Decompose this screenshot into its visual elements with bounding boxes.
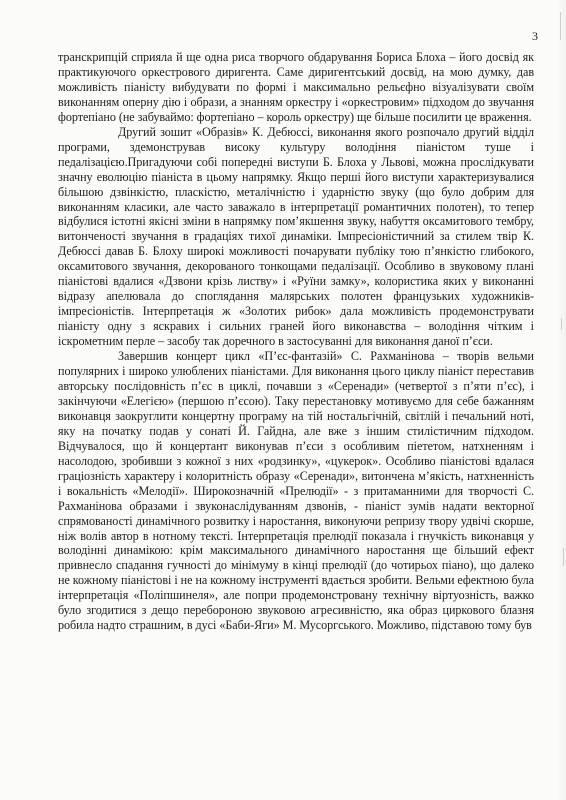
scan-mark-middle [561, 318, 562, 330]
paragraph-3: Завершив концерт цикл «П’єс-фантазій» С. Рахманінова – творів вельми популярних і широко улюблених піаністами. Для виконання цього циклу піаніст переставив авторську послідовність п’єс в циклі, почавши з «Серенади» (четвертої з п’яти п’єс), і закінчуючи «Елегією» (першою п’єсою). Таку перестановку мотивуємо для себе бажанням виконавця заокруглити концертну програму на тій ностальгічній, світлій і печальний ноті, яку на початку подав у сонаті Й. Гайдна, але вже з іншим стилістичним підходом. Відчувалося, що й концертант виконував п’єси з особливим піететом, натхненням і насолодою, зробивши з кожної з них «родзинку», «цукерок». Особливо піаністові вдалася граціозність характеру і колоритність образу «Серенади», витончена м’якість, натхненність і вокальність «Мелодії». Широкозначній «Прелюдії» - з притаманними для творчості С. Рахманінова образами і звуконаслідуванням дзвонів, - піаніст зумів надати векторної спрямованості динамічного розвитку і наростання, виконуючи репризу твору удвічі скорше, ніж волів автор в нотному тексті. Інтерпретація прелюдії показала і гнучкість виконавця у володінні динамікою: крім максимального динамічного наростання ще більший ефект привнесло спадання гучності до мінімуму в кінці прелюдії (до чотирьох піано), що далеко не кожному піаністові і не на кожному інструменті вдається зробити. Вельми ефектною була інтерпретація «Поліпшинеля», але попри продемонстровану технічну віртуозність, важко було згодитися з дещо перебороною звуковою агресивністю, яка образ циркового блазня робила надто страшним, в дусі «Баби-Яги» М. Мусоргського. Можливо, підставою тому був [58, 349, 534, 633]
scan-mark-bottom [563, 548, 564, 566]
scan-mark-top [560, 12, 561, 40]
paragraph-1: транскрипцій сприяла й ще одна риса творчого обдарування Бориса Блоха – його досвід як практикуючого оркестрового диригента. Саме диригентський досвід, на мою думку, дав можливість піаністу вибудувати по формі і максимально рельєфно візуалізувати своїм виконанням оперну дію і образи, а знанням оркестру і «оркестровим» підходом до звучання фортепіано (не забуваймо: фортепіано – король оркестру) ще більше посилити це враження. [58, 50, 534, 124]
page-number: 3 [532, 29, 538, 43]
document-body [58, 50, 534, 633]
scan-shadow [556, 0, 566, 800]
paragraph-2: Другий зошит «Образів» К. Дебюссі, виконання якого розпочало другий відділ програми, здемонстрував високу культуру володіння піаністом туше і педалізацією.Пригадуючи собі попередні виступи Б. Блоха у Львові, можна прослідкувати значну еволюцію піаніста в цьому напрямку. Якщо перші його виступи характеризувалися більшою дзвінкістю, пласкістю, металічністю і ударністю звуку (що було добрим для виконанням класики, але часто заважало в інтерпретації романтичних полотен), то тепер відбулися істотні якісні зміни в напрямку пом’якшення звуку, набуття оксамитового тембру, витонченості звучання в градаціях тихої динаміки. Імпресіоністичний за стилем твір К. Дебюссі давав Б. Блоху широкі можливості почарувати публіку тою п’янкістю глибокого, оксамитового звучання, декорованого тонкощами педалізації. Особливо в звуковому плані піаністові вдалися «Дзвони крізь листву» і «Руїни замку», колористика яких у виконанні відразу апелювала до споглядання малярських полотен французьких художників-імпресіоністів. Інтерпретація ж «Золотих рибок» дала можливість продемонструвати піаністу одну з яскравих і сильних граней його виконавства – володіння чітким і іскрометним перле – засобу так доречного в застосуванні для виконання даної п’єси. [58, 124, 534, 349]
